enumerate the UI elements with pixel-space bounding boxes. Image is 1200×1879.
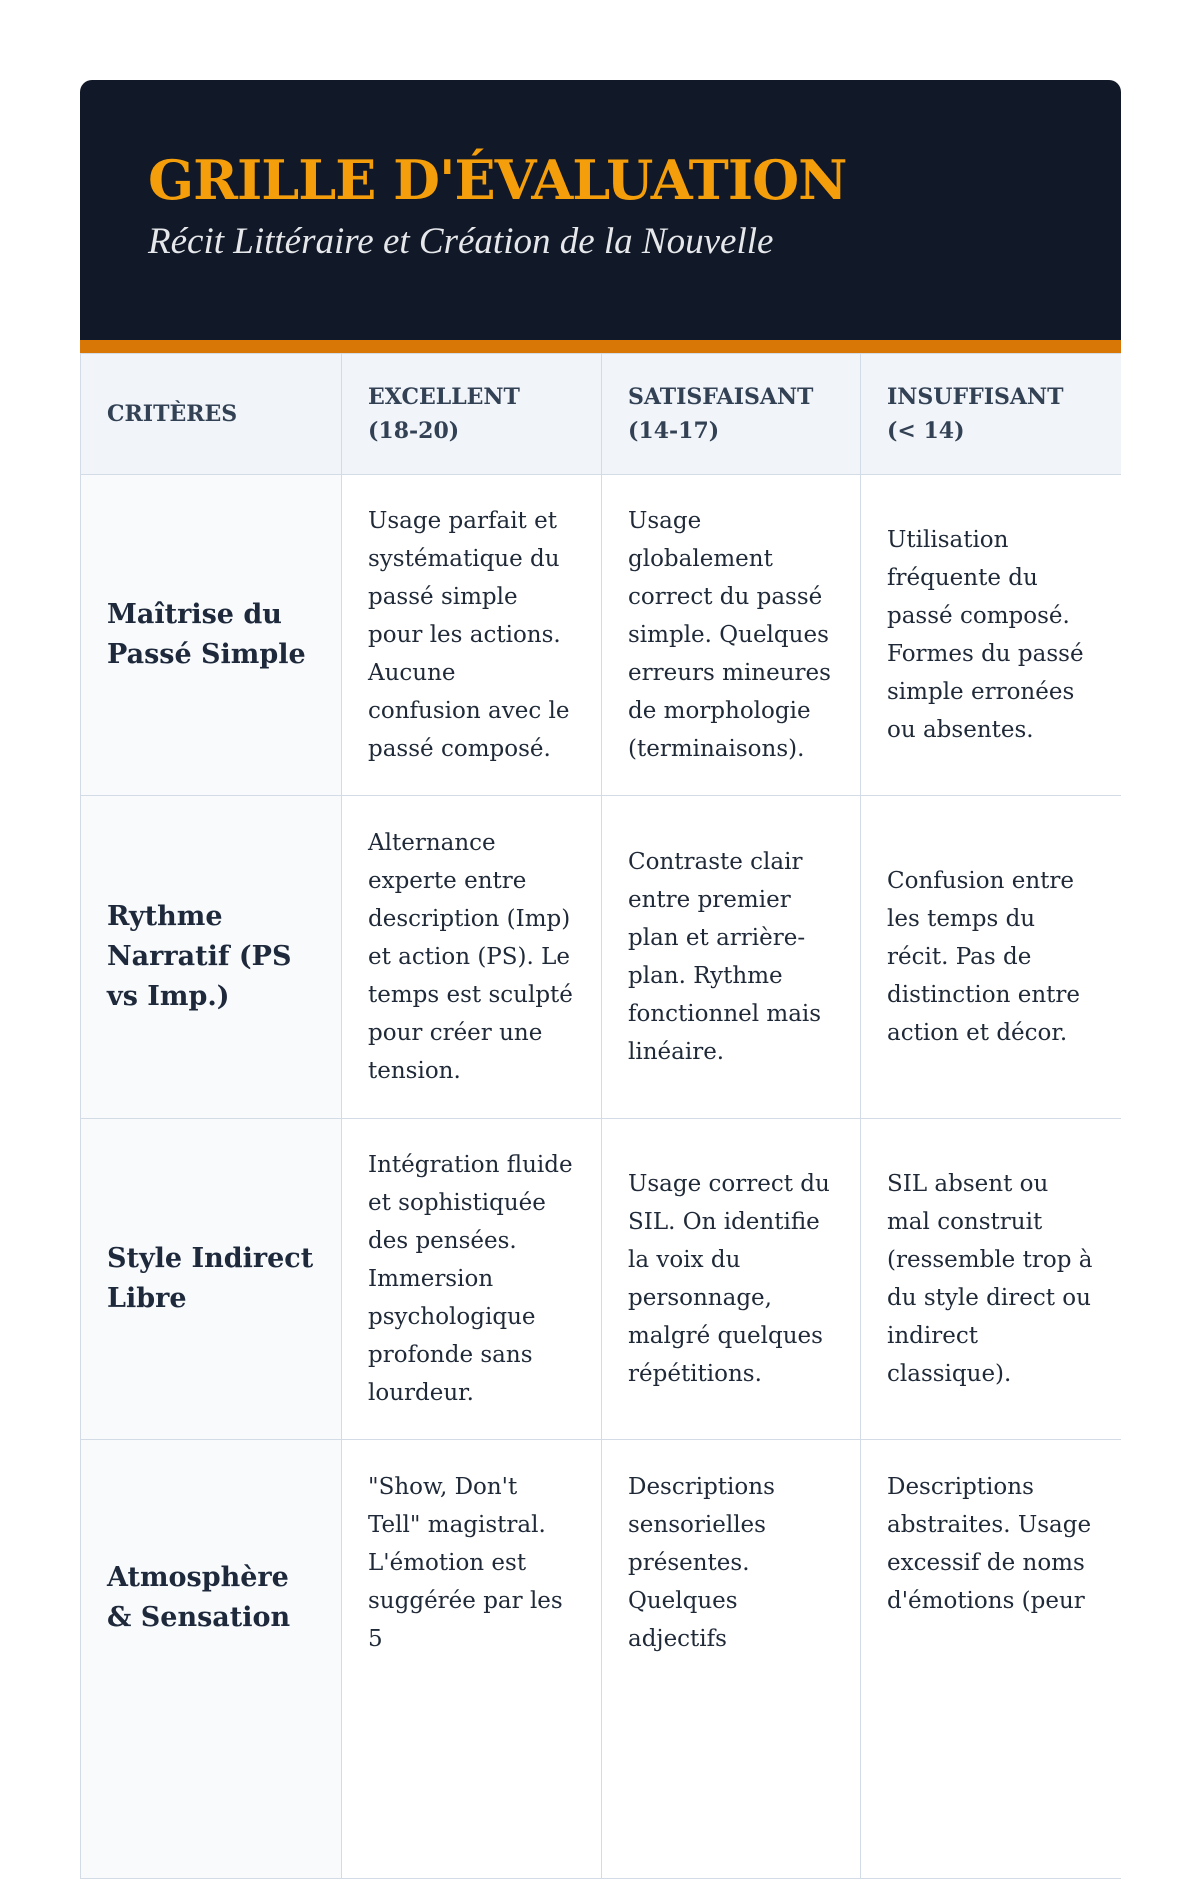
- criterion-cell: Style Indirect Libre: [81, 1119, 342, 1440]
- table-row: [81, 1440, 1122, 1879]
- table-row: [81, 796, 1122, 1119]
- table-row: [81, 475, 1122, 796]
- insuffisant-cell: Confusion entre les temps du récit. Pas de distinction entre action et décor.: [861, 796, 1122, 1119]
- insuffisant-cell: SIL absent ou mal construit (ressemble trop à du style direct ou indirect classique).: [861, 1119, 1122, 1440]
- satisfaisant-cell: Usage globalement correct du passé simple. Quelques erreurs mineures de morphologie (terminaisons).: [602, 475, 861, 796]
- column-header-criteres: CRITÈRES: [81, 354, 342, 475]
- satisfaisant-cell: Descriptions sensorielles présentes. Quelques adjectifs: [602, 1440, 861, 1879]
- rubric-table: [80, 353, 1121, 1879]
- column-header-insuffisant: INSUFFISANT (< 14): [861, 354, 1122, 475]
- evaluation-rubric-card: [80, 80, 1121, 1879]
- excellent-cell: Usage parfait et systématique du passé simple pour les actions. Aucune confusion avec le passé composé.: [342, 475, 602, 796]
- criterion-cell: Rythme Narratif (PS vs Imp.): [81, 796, 342, 1119]
- table-header-row: [81, 354, 1122, 475]
- criterion-cell: Atmosphère & Sensation: [81, 1440, 342, 1879]
- table-row: [81, 1119, 1122, 1440]
- criterion-cell: Maîtrise du Passé Simple: [81, 475, 342, 796]
- excellent-cell: "Show, Don't Tell" magistral. L'émotion est suggérée par les 5: [342, 1440, 602, 1879]
- rubric-subtitle: Récit Littéraire et Création de la Nouvelle: [148, 221, 774, 262]
- excellent-cell: Alternance experte entre description (Imp) et action (PS). Le temps est sculpté pour créer une tension.: [342, 796, 602, 1119]
- rubric-title: GRILLE D'ÉVALUATION: [148, 148, 847, 212]
- column-header-excellent: EXCELLENT (18-20): [342, 354, 602, 475]
- excellent-cell: Intégration fluide et sophistiquée des pensées. Immersion psychologique profonde sans lourdeur.: [342, 1119, 602, 1440]
- insuffisant-cell: Utilisation fréquente du passé composé. Formes du passé simple erronées ou absentes.: [861, 475, 1122, 796]
- insuffisant-cell: Descriptions abstraites. Usage excessif de noms d'émotions (peur: [861, 1440, 1122, 1879]
- satisfaisant-cell: Usage correct du SIL. On identifie la voix du personnage, malgré quelques répétitions.: [602, 1119, 861, 1440]
- column-header-satisfaisant: SATISFAISANT (14-17): [602, 354, 861, 475]
- satisfaisant-cell: Contraste clair entre premier plan et arrière-plan. Rythme fonctionnel mais linéaire.: [602, 796, 861, 1119]
- rubric-header: [80, 80, 1121, 353]
